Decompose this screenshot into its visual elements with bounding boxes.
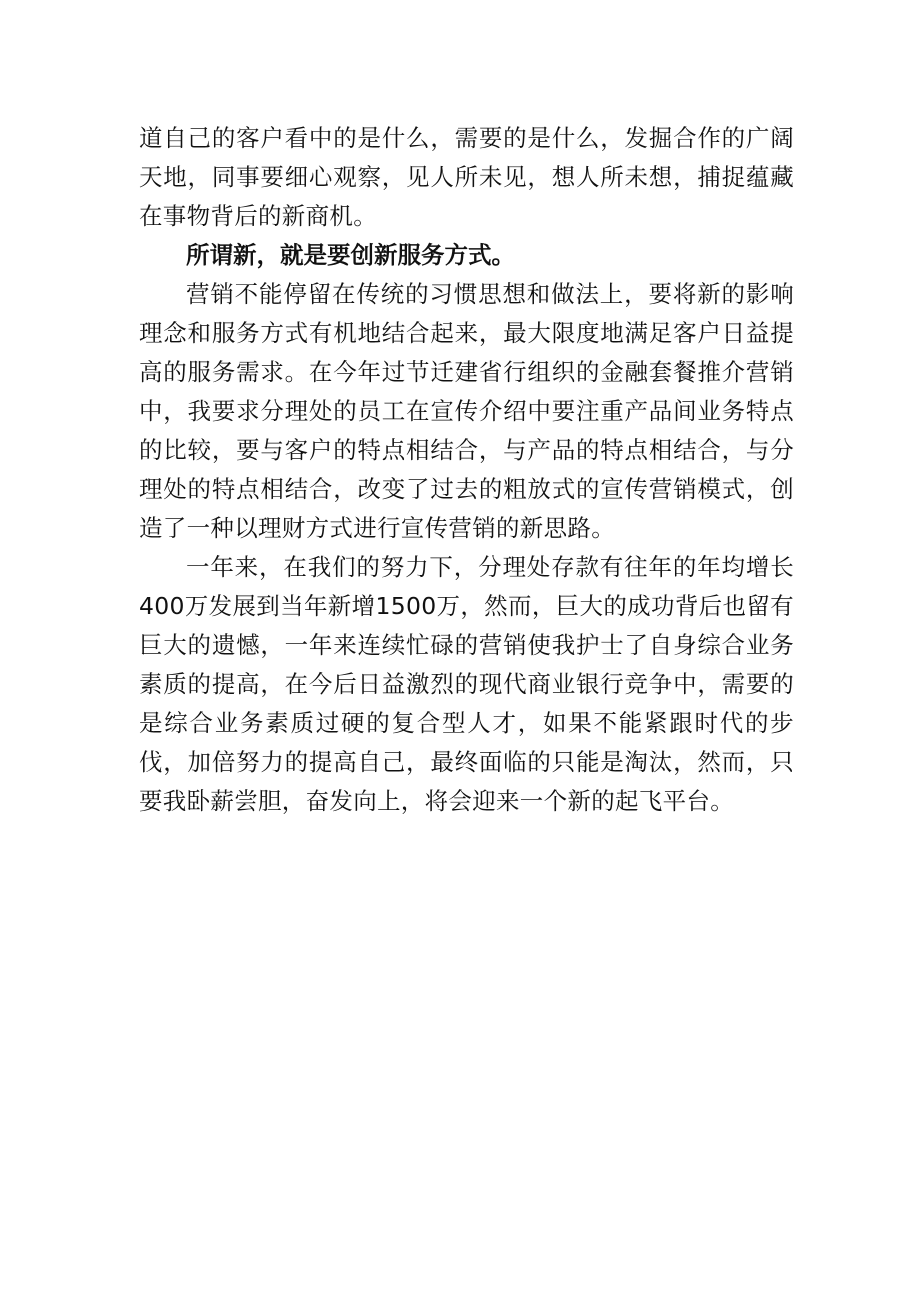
paragraph-annual-summary: 一年来，在我们的努力下，分理处存款有往年的年均增长400万发展到当年新增1500万，然而，巨大的成功背后也留有巨大的遗憾，一年来连续忙碌的营销使我护士了自身综合业务素质的提高，在今后日益激烈的现代商业银行竞争中，需要的是综合业务素质过硬的复合型人才，如果不能紧跟时代的步伐，加倍努力的提高自己，最终面临的只能是淘汰，然而，只要我卧薪尝胆，奋发向上，将会迎来一个新的起飞平台。 [139, 553, 794, 815]
paragraph-continuation: 道自己的客户看中的是什么，需要的是什么，发掘合作的广阔天地，同事要细心观察，见人所未见，想人所未想，捕捉蕴藏在事物背后的新商机。 [139, 124, 794, 230]
document-page [139, 119, 794, 821]
paragraph-marketing-innovation: 营销不能停留在传统的习惯思想和做法上，要将新的影响理念和服务方式有机地结合起来，最大限度地满足客户日益提高的服务需求。在今年过节迁建省行组织的金融套餐推介营销中，我要求分理处的员工在宣传介绍中要注重产品间业务特点的比较，要与客户的特点相结合，与产品的特点相结合，与分理处的特点相结合，改变了过去的粗放式的宣传营销模式，创造了一种以理财方式进行宣传营销的新思路。 [139, 280, 794, 542]
section-heading: 所谓新，就是要创新服务方式。 [186, 241, 515, 269]
